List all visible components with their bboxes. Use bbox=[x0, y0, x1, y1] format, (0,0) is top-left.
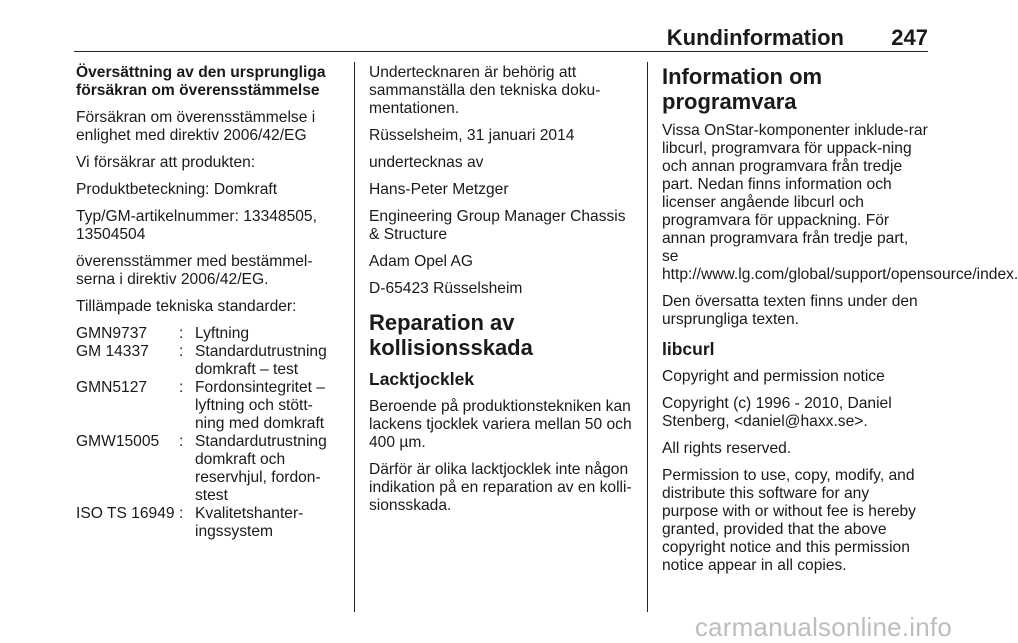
subsection-title-libcurl: libcurl bbox=[662, 339, 715, 359]
declaration-heading: Översättning av den ursprungliga försäkran om överensstämmelse bbox=[76, 64, 326, 99]
paragraph: Permission to use, copy, modify, and distribute this software for any purpose with or without fee is hereby granted, provided that the above copyright notice and this permission notice appear in all copies. bbox=[662, 467, 916, 574]
standard-separator: : bbox=[179, 505, 184, 522]
subsection-title-paint: Lacktjocklek bbox=[369, 369, 475, 389]
standards-row bbox=[76, 433, 338, 505]
column-divider-1 bbox=[354, 62, 355, 612]
section-title-software: Information om programvara bbox=[662, 64, 823, 114]
paragraph: Beroende på produktionstekniken kan lackens tjocklek variera mellan 50 och 400 µm. bbox=[369, 398, 632, 451]
standard-description: Standardutrustning domkraft och reservhjul, fordon-stest bbox=[195, 433, 327, 504]
standard-code: GM 14337 bbox=[76, 343, 149, 360]
standard-separator: : bbox=[179, 433, 184, 450]
paragraph: Adam Opel AG bbox=[369, 253, 474, 270]
standard-code: GMN5127 bbox=[76, 379, 148, 396]
standards-row bbox=[76, 325, 338, 343]
paragraph: Engineering Group Manager Chassis & Structure bbox=[369, 208, 626, 243]
standards-row bbox=[76, 343, 338, 379]
column-2 bbox=[369, 64, 635, 524]
paragraph: D-65423 Rüsselsheim bbox=[369, 280, 523, 297]
page-header bbox=[74, 25, 928, 51]
standards-row bbox=[76, 379, 338, 433]
paragraph: Den översatta texten finns under den ursprungliga texten. bbox=[662, 293, 918, 328]
watermark: carmanualsonline.info bbox=[694, 612, 952, 642]
paragraph: Typ/GM-artikelnummer: 13348505, 13504504 bbox=[76, 208, 317, 243]
paragraph: Undertecknaren är behörig att sammanställa den tekniska doku-mentationen. bbox=[369, 64, 601, 117]
standard-separator: : bbox=[179, 379, 184, 396]
column-1 bbox=[76, 64, 338, 541]
paragraph: undertecknas av bbox=[369, 154, 484, 171]
header-rule bbox=[74, 51, 928, 52]
header-title: Kundinformation bbox=[666, 25, 844, 50]
standard-description: Lyftning bbox=[195, 325, 250, 342]
paragraph: Vi försäkrar att produkten: bbox=[76, 154, 256, 171]
standards-row bbox=[76, 505, 338, 541]
standard-code: GMN9737 bbox=[76, 325, 148, 342]
standard-code: ISO TS 16949 bbox=[76, 505, 175, 522]
column-3 bbox=[662, 64, 1018, 584]
column-divider-2 bbox=[647, 62, 648, 612]
standard-separator: : bbox=[179, 343, 184, 360]
paragraph: överensstämmer med bestämmel-serna i direktiv 2006/42/EG. bbox=[76, 253, 313, 288]
paragraph: Därför är olika lacktjocklek inte någon indikation på en reparation av en kolli-sionsskada. bbox=[369, 461, 632, 514]
paragraph: Copyright and permission notice bbox=[662, 368, 885, 385]
paragraph: Tillämpade tekniska standarder: bbox=[76, 298, 297, 315]
standards-table bbox=[76, 325, 338, 541]
paragraph: Hans-Peter Metzger bbox=[369, 181, 509, 198]
standard-code: GMW15005 bbox=[76, 433, 160, 450]
paragraph: Försäkran om överensstämmelse i enlighet med direktiv 2006/42/EG bbox=[76, 109, 316, 144]
page-number: 247 bbox=[891, 25, 928, 50]
standard-description: Kvalitetshanter-ingssystem bbox=[195, 505, 304, 540]
paragraph: Vissa OnStar-komponenter inklude-rar libcurl, programvara för uppack-ning och annan programvara från tredje part. Nedan finns information och licenser angående libcurl och programvara för uppackning. För annan programvara från tredje part, se http://www.lg.com/global/support/opensource/index. bbox=[662, 122, 1018, 283]
paragraph: Rüsselsheim, 31 januari 2014 bbox=[369, 127, 575, 144]
standard-description: Fordonsintegritet – lyftning och stött-ning med domkraft bbox=[195, 379, 326, 432]
paragraph: Copyright (c) 1996 - 2010, Daniel Stenberg, <daniel@haxx.se>. bbox=[662, 395, 892, 430]
standard-separator: : bbox=[179, 325, 184, 342]
standard-description: Standardutrustning domkraft – test bbox=[195, 343, 327, 378]
paragraph: Produktbeteckning: Domkraft bbox=[76, 181, 278, 198]
section-title-repair: Reparation av kollisionsskada bbox=[369, 310, 533, 360]
paragraph: All rights reserved. bbox=[662, 440, 792, 457]
